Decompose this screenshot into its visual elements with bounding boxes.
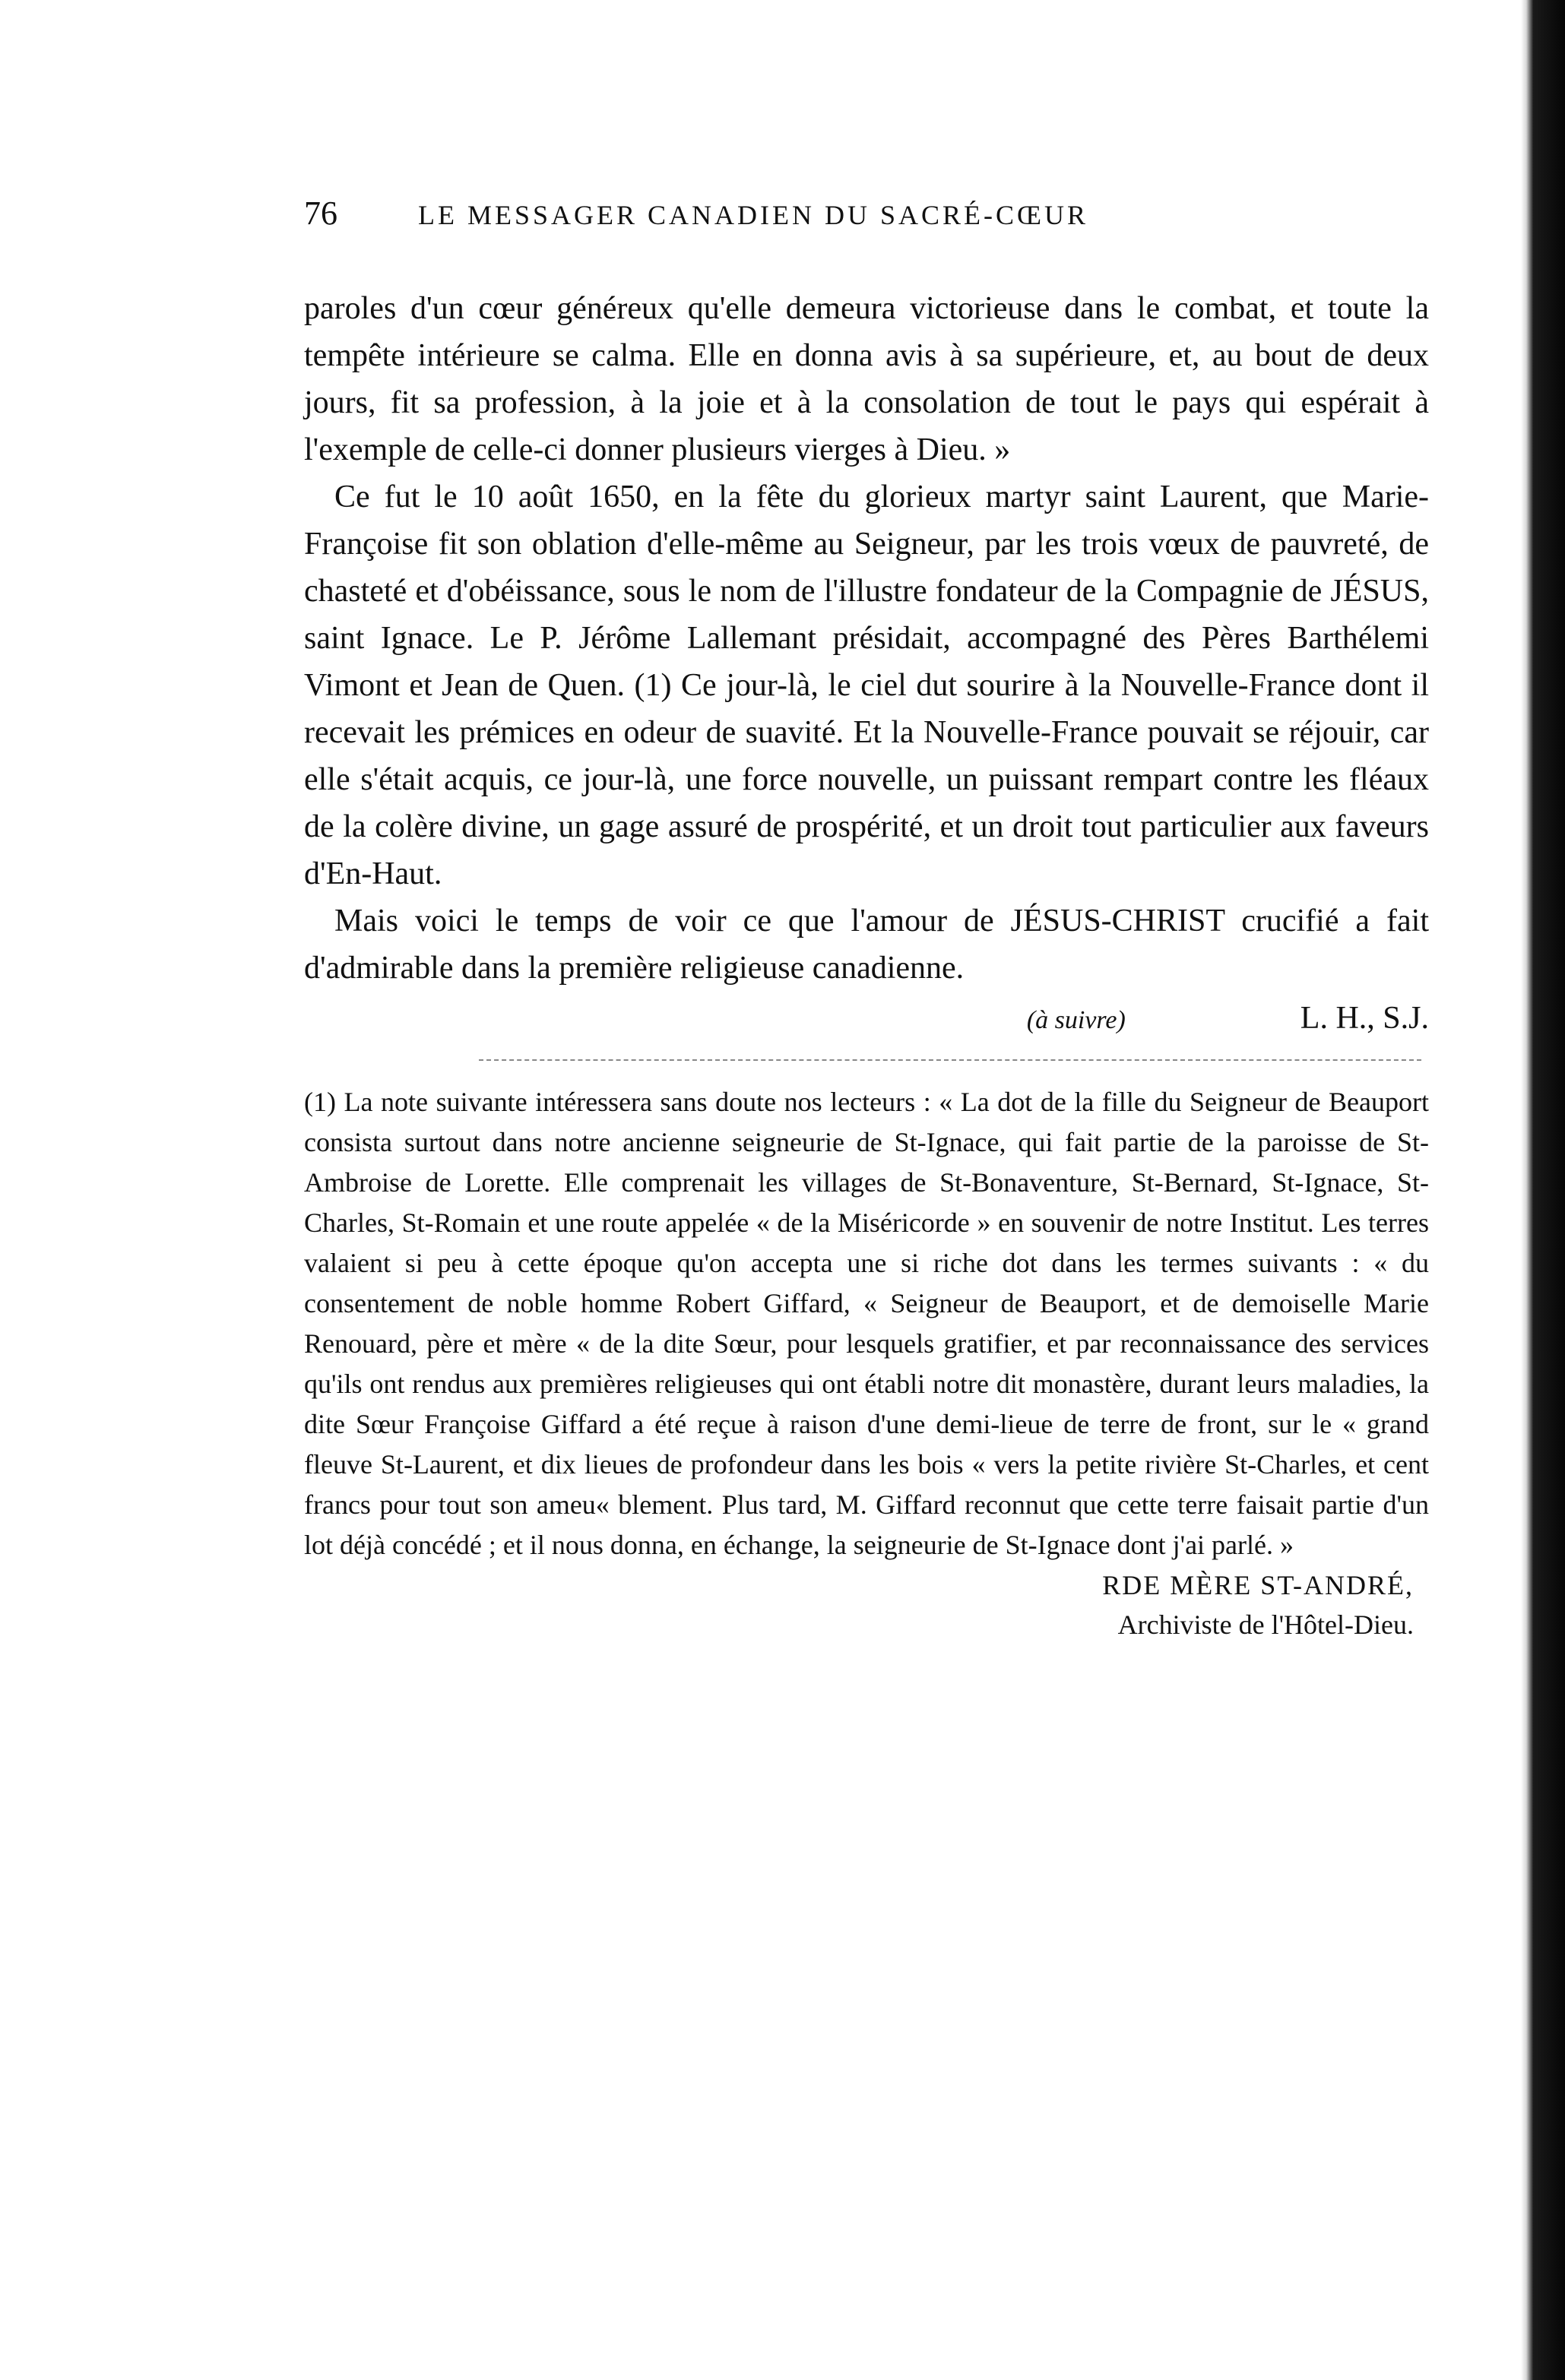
body-paragraph-3: Mais voici le temps de voir ce que l'amour de JÉSUS-CHRIST crucifié a fait d'admirable dans la première religieuse canadienne. bbox=[304, 904, 1429, 986]
running-head: LE MESSAGER CANADIEN DU SACRÉ-CŒUR bbox=[418, 200, 1089, 230]
footnote-divider bbox=[479, 1059, 1421, 1061]
footnote-signature-name: RDE MÈRE ST-ANDRÉ, bbox=[1102, 1570, 1414, 1600]
page-header bbox=[304, 194, 1429, 255]
author-signature: L. H., S.J. bbox=[1300, 1001, 1429, 1036]
body-paragraph-1: paroles d'un cœur généreux qu'elle demeura victorieuse dans le combat, et toute la tempête intérieure se calma. Elle en donna avis à sa supérieure, et, au bout de deux jours, fit sa profession, à la joie et à la consolation de tout le pays qui espérait à l'exemple de celle-ci donner plusieurs vierges à Dieu. » bbox=[304, 291, 1429, 467]
page-number: 76 bbox=[304, 195, 337, 232]
footnote-signature bbox=[304, 1565, 1429, 1644]
footnote-signature-title: Archiviste de l'Hôtel-Dieu. bbox=[1117, 1609, 1414, 1640]
body-paragraph-2: Ce fut le 10 août 1650, en la fête du glorieux martyr saint Laurent, que Marie-Françoise fit son oblation d'elle-même au Seigneur, par les trois vœux de pauvreté, de chasteté et d'obéissance, sous le nom de l'illustre fondateur de la Compagnie de JÉSUS, saint Ignace. Le P. Jérôme Lallemant présidait, accompagné des Pères Barthélemi Vimont et Jean de Quen. (1) Ce jour-là, le ciel dut sourire à la Nouvelle-France dont il recevait les prémices en odeur de suavité. Et la Nouvelle-France pouvait se réjouir, car elle s'était acquis, ce jour-là, une force nouvelle, un puissant rempart contre les fléaux de la colère divine, un gage assuré de prospérité, et un droit tout particulier aux faveurs d'En-Haut. bbox=[304, 479, 1429, 891]
article-signoff bbox=[304, 995, 1429, 1044]
footnote-text: (1) La note suivante intéressera sans doute nos lecteurs : « La dot de la fille du Seigneur de Beauport consista surtout dans notre ancienne seigneurie de St-Ignace, qui fait partie de la paroisse de St-Ambroise de Lorette. Elle comprenait les villages de St-Bonaventure, St-Bernard, St-Ignace, St-Charles, St-Romain et une route appelée « de la Miséricorde » en souvenir de notre Institut. Les terres valaient si peu à cette époque qu'on accepta une si riche dot dans les termes suivants : « du consentement de noble homme Robert Giffard, « Seigneur de Beauport, et de demoiselle Marie Renouard, père et mère « de la dite Sœur, pour lesquels gratifier, et par reconnaissance des services qu'ils ont rendus aux premières religieuses qui ont établi notre dit monastère, durant leurs maladies, la dite Sœur Françoise Giffard a été reçue à raison d'une demi-lieue de terre de front, sur le « grand fleuve St-Laurent, et dix lieues de profondeur dans les bois « vers la petite rivière St-Charles, et cent francs pour tout son ameu« blement. Plus tard, M. Giffard reconnut que cette terre faisait partie d'un lot déjà concédé ; et il nous donna, en échange, la seigneurie de St-Ignace dont j'ai parlé. » bbox=[304, 1087, 1429, 1560]
scan-edge-shadow bbox=[1521, 0, 1565, 2380]
document-page bbox=[304, 194, 1429, 1644]
continued-label: (à suivre) bbox=[1026, 1006, 1126, 1034]
